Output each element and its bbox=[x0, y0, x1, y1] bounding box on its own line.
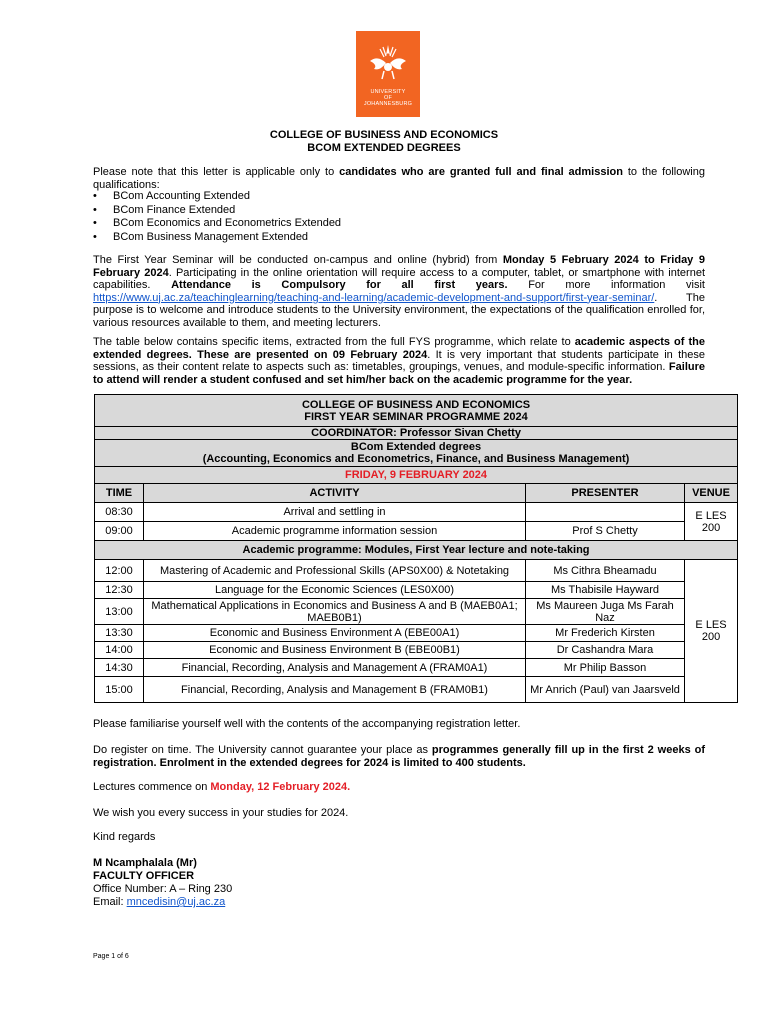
seminar-text-3: For more information visit bbox=[507, 279, 705, 292]
qualifications-list bbox=[93, 190, 341, 244]
heading-line-2: BCOM EXTENDED DEGREES bbox=[307, 142, 461, 154]
programme-title-line-2: FIRST YEAR SEMINAR PROGRAMME 2024 bbox=[304, 410, 528, 423]
intro-bold: candidates who are granted full and final admission bbox=[339, 166, 623, 178]
list-item: • BCom Accounting Extended bbox=[93, 190, 341, 204]
table-row bbox=[95, 582, 738, 599]
logo-text-of: OF bbox=[383, 95, 393, 101]
cell-presenter: Mr Philip Basson bbox=[526, 659, 685, 677]
cell-presenter: Mr Anrich (Paul) van Jaarsveld bbox=[526, 677, 685, 703]
col-header-activity: ACTIVITY bbox=[144, 484, 526, 503]
seminar-text-1: The First Year Seminar will be conducted on-campus and online (hybrid) from bbox=[93, 254, 503, 266]
table-row bbox=[95, 560, 738, 582]
cell-time: 12:00 bbox=[95, 560, 144, 582]
cell-presenter: Prof S Chetty bbox=[526, 522, 685, 541]
section-header: Academic programme: Modules, First Year lecture and note-taking bbox=[95, 541, 738, 560]
programme-title bbox=[95, 395, 738, 427]
register-text: Do register on time. The University cannot guarantee your place as bbox=[93, 744, 432, 756]
cell-presenter bbox=[526, 503, 685, 522]
cell-venue: E LES 200 bbox=[685, 503, 738, 541]
col-header-presenter: PRESENTER bbox=[526, 484, 685, 503]
logo-emblem-icon bbox=[366, 41, 410, 85]
cell-activity: Mastering of Academic and Professional Skills (APS0X00) & Notetaking bbox=[144, 560, 526, 582]
signature-block bbox=[93, 857, 705, 909]
intro-paragraph bbox=[93, 166, 705, 191]
table-intro-text-2: . It is very important that students participate in these sessions, as their content relate to aspects such as: timetables, groupings, venues, and module-specific information. bbox=[93, 348, 705, 374]
email-link[interactable]: mncedisin@uj.ac.za bbox=[126, 896, 226, 908]
table-intro-bold-2: Failure to attend will render a student confused and set him/her back on the academic programme for the year. bbox=[93, 361, 705, 386]
attendance-notice: Attendance is Compulsory for all first years. bbox=[171, 279, 508, 292]
cell-presenter: Mr Frederich Kirsten bbox=[526, 625, 685, 642]
cell-time: 15:00 bbox=[95, 677, 144, 703]
cell-venue: E LES 200 bbox=[685, 560, 738, 703]
signature-title: FACULTY OFFICER bbox=[93, 870, 195, 882]
degrees-line-1: BCom Extended degrees bbox=[350, 441, 482, 453]
cell-activity: Academic programme information session bbox=[144, 522, 526, 541]
signature-name: M Ncamphalala (Mr) bbox=[93, 857, 197, 869]
lectures-date: Monday, 12 February 2024. bbox=[210, 781, 351, 793]
cell-time: 09:00 bbox=[95, 522, 144, 541]
university-logo bbox=[356, 31, 420, 117]
cell-activity: Economic and Business Environment A (EBE00A1) bbox=[144, 625, 526, 642]
email-label: Email: bbox=[93, 896, 127, 908]
seminar-text-4: . The purpose is to welcome and introduce students to the University environment, the expectations of the qualification enrolled for, various resources available to them, and meeting lecturers. bbox=[93, 291, 705, 329]
degrees-header bbox=[95, 440, 738, 467]
list-item: • BCom Economics and Econometrics Extended bbox=[93, 217, 341, 231]
cell-activity: Mathematical Applications in Economics and Business A and B (MAEB0A1; MAEB0B1) bbox=[144, 599, 526, 625]
signature-email-row bbox=[93, 896, 705, 909]
logo-text-university: UNIVERSITY bbox=[370, 89, 406, 95]
seminar-text-2: . Participating in the online orientation will require access to a computer, tablet, or smartphone with internet capabilities. bbox=[93, 266, 705, 292]
programme-date: FRIDAY, 9 FEBRUARY 2024 bbox=[95, 467, 738, 484]
table-row bbox=[95, 522, 738, 541]
cell-presenter: Dr Cashandra Mara bbox=[526, 642, 685, 659]
document-heading bbox=[0, 129, 768, 155]
col-header-time: TIME bbox=[95, 484, 144, 503]
list-item: • BCom Business Management Extended bbox=[93, 231, 341, 245]
cell-time: 14:00 bbox=[95, 642, 144, 659]
heading-line-1: COLLEGE OF BUSINESS AND ECONOMICS bbox=[269, 129, 499, 141]
cell-time: 13:30 bbox=[95, 625, 144, 642]
cell-activity: Arrival and settling in bbox=[144, 503, 526, 522]
signature-office: Office Number: A – Ring 230 bbox=[93, 883, 233, 895]
register-bold: programmes generally fill up in the first 2 weeks of registration. Enrolment in the extended degrees for 2024 is limited to 400 students. bbox=[93, 744, 706, 769]
table-intro-paragraph bbox=[93, 336, 705, 386]
cell-activity: Economic and Business Environment B (EBE00B1) bbox=[144, 642, 526, 659]
page-number: Page 1 of 6 bbox=[93, 953, 129, 960]
seminar-link[interactable]: https://www.uj.ac.za/teachinglearning/teaching-and-learning/academic-development-and-support/first-year-seminar/ bbox=[93, 291, 655, 304]
table-row bbox=[95, 659, 738, 677]
cell-activity: Financial, Recording, Analysis and Management B (FRAM0B1) bbox=[144, 677, 526, 703]
cell-time: 14:30 bbox=[95, 659, 144, 677]
col-header-venue: VENUE bbox=[685, 484, 738, 503]
degrees-line-2: (Accounting, Economics and Econometrics, Finance, and Business Management) bbox=[202, 453, 630, 465]
table-intro-text-1: The table below contains specific items, extracted from the full FYS programme, which relate to bbox=[93, 336, 575, 348]
programme-title-line-1: COLLEGE OF BUSINESS AND ECONOMICS bbox=[301, 398, 531, 411]
lectures-text: Lectures commence on bbox=[93, 781, 211, 793]
cell-time: 13:00 bbox=[95, 599, 144, 625]
intro-text-1: Please note that this letter is applicable only to bbox=[93, 166, 340, 178]
cell-presenter: Ms Thabisile Hayward bbox=[526, 582, 685, 599]
seminar-paragraph bbox=[93, 254, 705, 330]
table-row bbox=[95, 599, 738, 625]
table-row bbox=[95, 503, 738, 522]
cell-presenter: Ms Maureen Juga Ms Farah Naz bbox=[526, 599, 685, 625]
cell-time: 08:30 bbox=[95, 503, 144, 522]
cell-activity: Financial, Recording, Analysis and Management A (FRAM0A1) bbox=[144, 659, 526, 677]
table-row bbox=[95, 642, 738, 659]
list-item: • BCom Finance Extended bbox=[93, 204, 341, 218]
cell-time: 12:30 bbox=[95, 582, 144, 599]
regards-paragraph: Kind regards bbox=[93, 831, 156, 843]
table-row bbox=[95, 677, 738, 703]
coordinator: COORDINATOR: Professor Sivan Chetty bbox=[95, 427, 738, 440]
table-intro-bold-1: academic aspects of the extended degrees. These are presented on 09 February 2024 bbox=[93, 336, 706, 361]
familiarise-paragraph: Please familiarise yourself well with the contents of the accompanying registration letter. bbox=[93, 718, 521, 730]
register-paragraph bbox=[93, 744, 705, 769]
seminar-dates: Monday 5 February 2024 to Friday 9 February 2024 bbox=[93, 254, 705, 279]
logo-text-johannesburg: JOHANNESBURG bbox=[363, 101, 413, 107]
table-row bbox=[95, 625, 738, 642]
cell-activity: Language for the Economic Sciences (LES0X00) bbox=[144, 582, 526, 599]
intro-text-2: to the following qualifications: bbox=[93, 166, 705, 191]
programme-table bbox=[94, 394, 738, 703]
wish-paragraph: We wish you every success in your studies for 2024. bbox=[93, 807, 349, 819]
lectures-paragraph bbox=[93, 781, 705, 794]
cell-presenter: Ms Cithra Bheamadu bbox=[526, 560, 685, 582]
